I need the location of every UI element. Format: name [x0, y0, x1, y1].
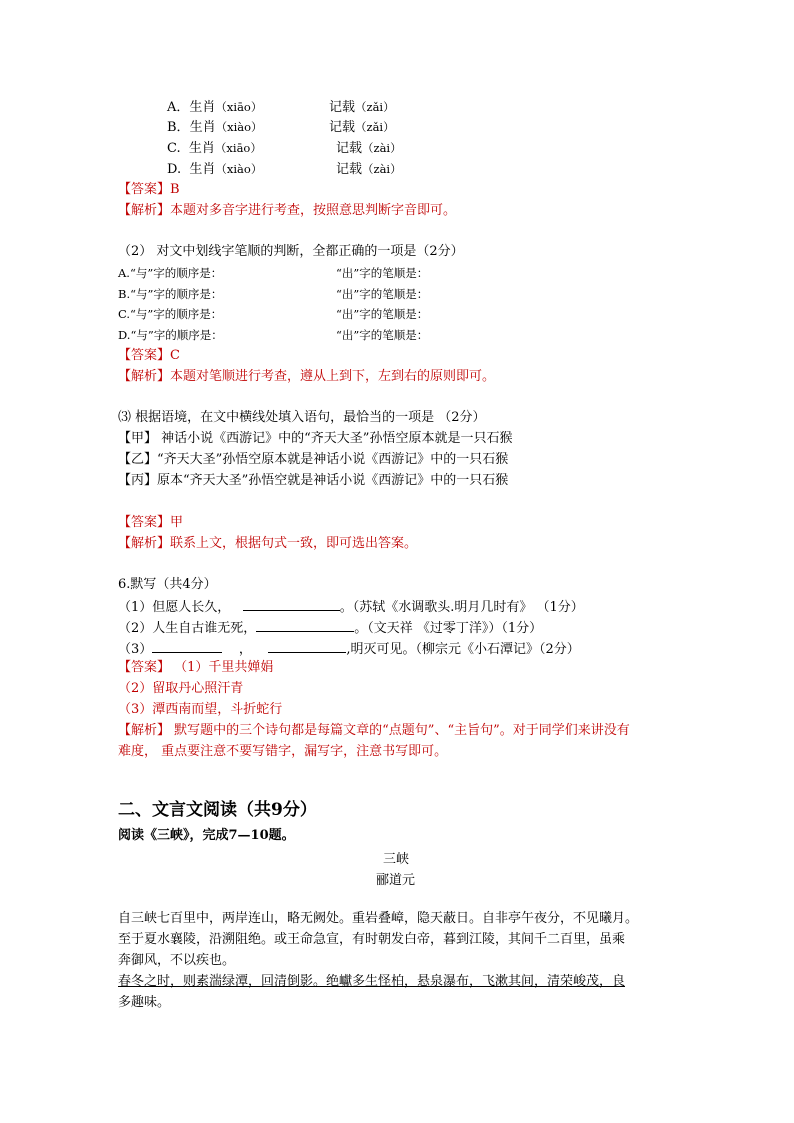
paragraph-3-cont: 多趣味。: [118, 995, 171, 1010]
q5-3-option-yi: 【乙】“齐天大圣”孙悟空原本就是神话小说《西游记》中的一只石猴: [118, 452, 509, 467]
paragraph-2: 至于夏水襄陵，沿溯阻绝。或王命急宣，有时朝发白帝，暮到江陵，其间千二百里，虽乘: [118, 932, 626, 947]
section-title: 二、文言文阅读（共9分）: [118, 800, 317, 820]
q5-2-analysis: 【解析】本题对笔顺进行考查，遵从上到下，左到右的原则即可。: [118, 369, 496, 384]
q5-2-option-c: C.“与”字的顺序是：: [118, 307, 223, 321]
q5-3-answer: 【答案】甲: [118, 515, 184, 530]
blank-3a: [152, 639, 222, 653]
q5-3-option-bing: 【丙】原本“齐天大圣”孙悟空就是神话小说《西游记》中的一只石猴: [118, 473, 509, 488]
q5-2-option-b: B.“与”字的顺序是：: [118, 287, 223, 301]
blank-1: [243, 597, 340, 611]
q5-2-option-d-2: “出”字的笔顺是：: [336, 328, 429, 342]
reading-instruction: 阅读《三峡》，完成7—10题。: [118, 828, 295, 843]
q5-3-option-jia: 【甲】 神话小说《西游记》中的“齐天大圣”孙悟空原本就是一只石猴: [118, 431, 513, 446]
q6-analysis: 【解析】 默写题中的三个诗句都是每篇文章的“点题句”、“主旨句”。对于同学们来讲没有: [118, 723, 630, 738]
q5-1-answer: 【答案】B: [118, 182, 180, 197]
q5-3-stem: ⑶ 根据语境，在文中横线处填入语句，最恰当的一项是 （2分）: [118, 410, 486, 425]
q5-1-analysis: 【解析】本题对多音字进行考查，按照意思判断字音即可。: [118, 203, 457, 218]
option-d-2: 记载（zài）: [336, 162, 402, 177]
option-c: C. 生肖（xiāo）: [167, 141, 262, 156]
q5-2-option-d: D.“与”字的顺序是：: [118, 328, 223, 342]
paragraph-3: 春冬之时，则素湍绿潭，回清倒影。绝巘多生怪柏，悬泉瀑布，飞漱其间，清荣峻茂，良: [118, 974, 626, 989]
q5-2-answer: 【答案】C: [118, 348, 180, 363]
q6-line-1: （1）但愿人长久， 。（苏轼《水调歌头.明月几时有》 （1分）: [118, 597, 584, 617]
blank-2: [256, 618, 354, 632]
paragraph-1: 自三峡七百里中，两岸连山，略无阙处。重岩叠嶂，隐天蔽日。自非亭午夜分，不见曦月。: [118, 911, 639, 926]
poem-author: 郦道元: [376, 873, 416, 888]
option-a-2: 记载（zǎi）: [329, 100, 395, 115]
paragraph-2-cont: 奔御风，不以疾也。: [118, 953, 236, 968]
q5-2-option-a: A.“与”字的顺序是：: [118, 266, 223, 280]
q6-line-2: （2）人生自古谁无死， 。（文天祥 《过零丁洋》）（1分）: [118, 618, 542, 638]
q5-3-analysis: 【解析】联系上文，根据句式一致，即可选出答案。: [118, 536, 418, 551]
option-b-2: 记载（zǎi）: [329, 120, 395, 135]
q5-2-option-a-2: “出”字的笔顺是：: [336, 266, 429, 280]
q6-analysis-2: 难度， 重点要注意不要写错字，漏写字，注意书写即可。: [118, 744, 448, 759]
poem-title: 三峡: [383, 852, 410, 867]
option-c-2: 记载（zài）: [336, 141, 402, 156]
q5-2-option-b-2: “出”字的笔顺是：: [336, 287, 429, 301]
option-a: A．生肖（xiāo）: [167, 100, 263, 115]
option-b: B．生肖（xiào）: [167, 120, 263, 135]
q6-answer: 【答案】 （1）千里共婵娟: [118, 660, 274, 675]
q5-2-option-c-2: “出”字的笔顺是：: [336, 307, 429, 321]
q6-line-3: （3） ， ,明灭可见。（柳宗元《小石潭记》（2分）: [118, 639, 580, 659]
q6-answer-2: （2）留取丹心照汗青: [118, 681, 244, 696]
option-d: D. 生肖（xiào）: [167, 162, 263, 177]
q6-title: 6.默写（共4分）: [118, 577, 217, 592]
q6-answer-3: （3）潭西南而望，斗折蛇行: [118, 702, 283, 717]
blank-3b: [268, 639, 346, 653]
q5-2-stem: （2） 对文中划线字笔顺的判断，全都正确的一项是（2分）: [118, 244, 464, 259]
